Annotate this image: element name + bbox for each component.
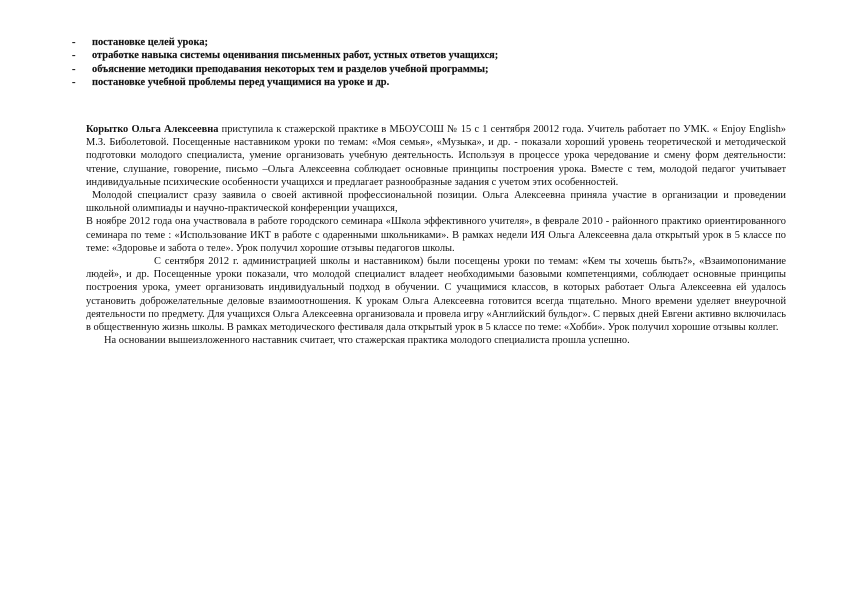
paragraph-conclusion: На основании вышеизложенного наставник считает, что стажерская практика молодого специалиста прошла успешно. (104, 335, 630, 347)
bullet-item (72, 36, 632, 49)
bullet-marker: - (72, 50, 76, 62)
bullet-text: отработке навыка системы оценивания письменных работ, устных ответов учащихся; (92, 50, 499, 62)
bullet-item (72, 76, 632, 89)
bullet-item (72, 63, 632, 76)
trainee-name: Корытко Ольга Алексеевна (86, 124, 219, 135)
bullet-list (72, 36, 632, 90)
paragraph-position: Молодой специалист сразу заявила о своей активной профессиональной позиции. Ольга Алексеевна приняла участие в организации и проведении школьной олимпиады и научно-практической конференции учащихся, (86, 190, 786, 215)
bullet-text: объяснение методики преподавания некоторых тем и разделов учебной программы; (92, 63, 489, 75)
bullet-marker: - (72, 63, 76, 75)
report-body (86, 123, 786, 347)
bullet-marker: - (72, 37, 76, 48)
paragraph-seminars: В ноябре 2012 года она участвовала в работе городского семинара «Школа эффективного учителя», в феврале 2010 - районного практико ориентированного семинара по теме : «Использование ИКТ в работе с одаренными школьниками». В рамках недели ИЯ Ольга Алексеевна дала открытый урок в 5 классе по теме: «Здоровье и забота о теле». Урок получил хорошие отзывы педагогов школы. (86, 216, 786, 254)
paragraph-intro (86, 123, 786, 189)
bullet-item (72, 49, 632, 62)
paragraph-intro-text: приступила к стажерской практике в МБОУСОШ № 15 с 1 сентября 20012 года. Учитель работает по УМК. « Enjoy English» М.З. Биболетовой. Посещенные наставником уроки по темам: «Моя семья», «Музыка», и др. - показали хороший уровень теоретической и методической подготовки молодого специалиста, умение организовать учебную деятельность. Используя в процессе урока чередование и смену форм деятельности: чтение, слушание, говорение, письмо –Ольга Алексеевна соблюдает основные принципы построения урока. Вместе с тем, молодой педагог учитывает индивидуальные психические особенности учащихся и предлагает разнообразные задания с учетом этих особенностей. (86, 124, 786, 188)
bullet-text: постановке целей урока; (92, 37, 208, 48)
bullet-marker: - (72, 77, 76, 89)
bullet-text: постановке учебной проблемы перед учащимися на уроке и др. (92, 77, 390, 89)
paragraph-lessons: С сентября 2012 г. администрацией школы и наставником) были посещены уроки по темам: «Кем ты хочешь быть?», «Взаимопонимание людей», и др. Посещенные уроки показали, что молодой специалист владеет необходимыми базовыми компетенциями, соблюдает основные принципы построения урока, умеет организовать индивидуальный подход в обучении. С учащимися классов, в которых работает Ольга Алексеевна ей удалось установить доброжелательные деловые взаимоотношения. К урокам Ольга Алексеевна готовится всегда тщательно. Много времени уделяет внеурочной деятельности по предмету. Для учащихся Ольга Алексеевна организовала и провела игру «Английский бульдог». С первых дней Евгени активно включилась в общественную жизнь школы. В рамках методического фестиваля дала открытый урок в 5 классе по теме: «Хобби». Урок получил хорошие отзывы коллег. (86, 256, 786, 334)
